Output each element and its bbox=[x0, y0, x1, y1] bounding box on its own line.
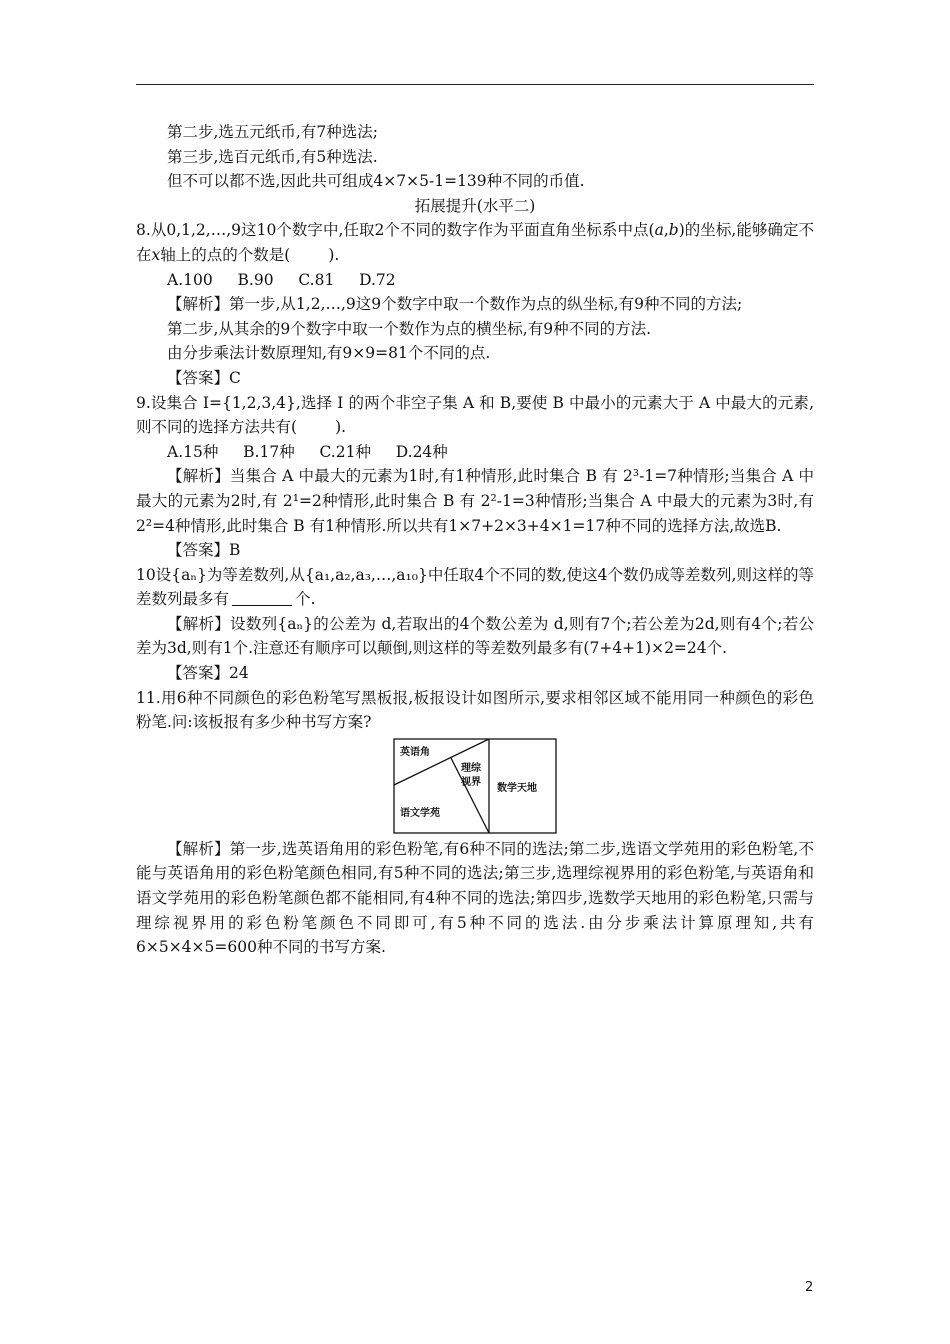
q8-stem-part: 轴上的点的个数是( bbox=[160, 245, 291, 264]
question-10-analysis: 【解析】设数列{aₙ}的公差为 d,若取出的4个数公差为 d,则有7个;若公差为2d,则有4个;若公差为3d,则有1个.注意还有顺序可以颠倒,则这样的等差数列最多有(7+4+1)×2=24个. bbox=[136, 614, 814, 658]
question-8-analysis-3: 由分步乘法计数原理知,有9×9=81个不同的点. bbox=[167, 344, 491, 363]
q8-stem-part: ). bbox=[328, 245, 340, 264]
option-a: A.100 bbox=[167, 270, 213, 289]
option-b: B.90 bbox=[237, 270, 274, 289]
q8-var-x: x bbox=[151, 245, 161, 264]
q10-stem-end: 个. bbox=[295, 590, 316, 609]
q10-stem-text: 10设{aₙ}为等差数列,从{a₁,a₂,a₃,…,a₁₀}中任取4个不同的数,使这4个数仍成等差数列,则这样的等差数列最多有 bbox=[136, 565, 814, 609]
section-title: 拓展提升(水平二) bbox=[414, 196, 536, 215]
option-a: A.15种 bbox=[167, 442, 219, 461]
q8-stem-part: 8.从0,1,2,…,9这10个数字中,任取2个不同的数字作为平面直角坐标系中点( bbox=[136, 221, 655, 240]
question-9-answer: 【答案】B bbox=[167, 541, 241, 560]
fill-in-blank bbox=[232, 590, 292, 607]
header-rule bbox=[136, 84, 814, 85]
q8-comma: , bbox=[663, 221, 669, 240]
intro-step3: 第三步,选百元纸币,有5种选法. bbox=[167, 147, 378, 166]
region-english-corner: 英语角 bbox=[400, 746, 430, 758]
region-science-line2: 视界 bbox=[461, 776, 481, 788]
question-11-stem: 11.用6种不同颜色的彩色粉笔写黑板报,板报设计如图所示,要求相邻区域不能用同一种颜色的彩色粉笔.问:该板报有多少种书写方案? bbox=[136, 688, 814, 732]
q8-stem-part: )的坐标,能够确定不在 bbox=[136, 221, 814, 264]
question-9-options bbox=[136, 440, 814, 465]
question-8-answer: 【答案】C bbox=[167, 368, 241, 387]
intro-step2: 第二步,选五元纸币,有7种选法; bbox=[167, 123, 378, 141]
intro-conclusion: 但不可以都不选,因此共可组成4×7×5-1=139种不同的币值. bbox=[167, 172, 585, 191]
question-9-stem bbox=[136, 391, 814, 440]
region-science-line1: 理综 bbox=[461, 762, 481, 774]
region-math: 数学天地 bbox=[497, 782, 537, 794]
page-number: 2 bbox=[805, 1280, 814, 1295]
question-8-options bbox=[136, 268, 814, 293]
option-d: D.72 bbox=[359, 270, 396, 289]
q8-var-b: b bbox=[668, 221, 679, 240]
blackboard-layout-figure bbox=[393, 738, 557, 834]
option-c: C.81 bbox=[298, 270, 335, 289]
option-c: C.21种 bbox=[319, 442, 371, 461]
option-d: D.24种 bbox=[395, 442, 448, 461]
page-content bbox=[136, 120, 814, 960]
question-9-analysis: 【解析】当集合 A 中最大的元素为1时,有1种情形,此时集合 B 有 2³-1=7种情形;当集合 A 中最大的元素为2时,有 2¹=2种情形,此时集合 B 有 2²-1=3种情形;当集合 A 中最大的元素为3时,有 2²=4种情形,此时集合 B 有1种情形.所以共有1×7+2×3+4×1=17种不同的选择方法,故选B. bbox=[136, 467, 814, 535]
q9-stem-text: 9.设集合 I={1,2,3,4},选择 I 的两个非空子集 A 和 B,要使 B 中最小的元素大于 A 中最大的元素,则不同的选择方法共有( bbox=[136, 393, 814, 437]
question-8-analysis-1: 【解析】第一步,从1,2,…,9这9个数字中取一个数作为点的纵坐标,有9种不同的方法; bbox=[167, 295, 743, 314]
q9-stem-end: ). bbox=[335, 418, 347, 437]
question-11-analysis: 【解析】第一步,选英语角用的彩色粉笔,有6种不同的选法;第二步,选语文学苑用的彩色粉笔,不能与英语角用的彩色粉笔颜色相同,有5种不同的选法;第三步,选理综视界用的彩色粉笔,与英语角和语文学苑用的彩色粉笔颜色都不能相同,有4种不同的选法;第四步,选数学天地用的彩色粉笔,只需与理综视界用的彩色粉笔颜色不同即可,有5种不同的选法.由分步乘法计算原理知,共有6×5×4×5=600种不同的书写方案. bbox=[136, 839, 814, 957]
option-b: B.17种 bbox=[243, 442, 295, 461]
region-literature: 语文学苑 bbox=[400, 807, 440, 819]
question-8-stem bbox=[136, 218, 814, 267]
question-8-analysis-2: 第二步,从其余的9个数字中取一个数作为点的横坐标,有9种不同的方法. bbox=[167, 319, 652, 338]
question-10-stem bbox=[136, 563, 814, 612]
question-10-answer: 【答案】24 bbox=[167, 664, 249, 683]
q8-var-a: a bbox=[654, 221, 664, 240]
